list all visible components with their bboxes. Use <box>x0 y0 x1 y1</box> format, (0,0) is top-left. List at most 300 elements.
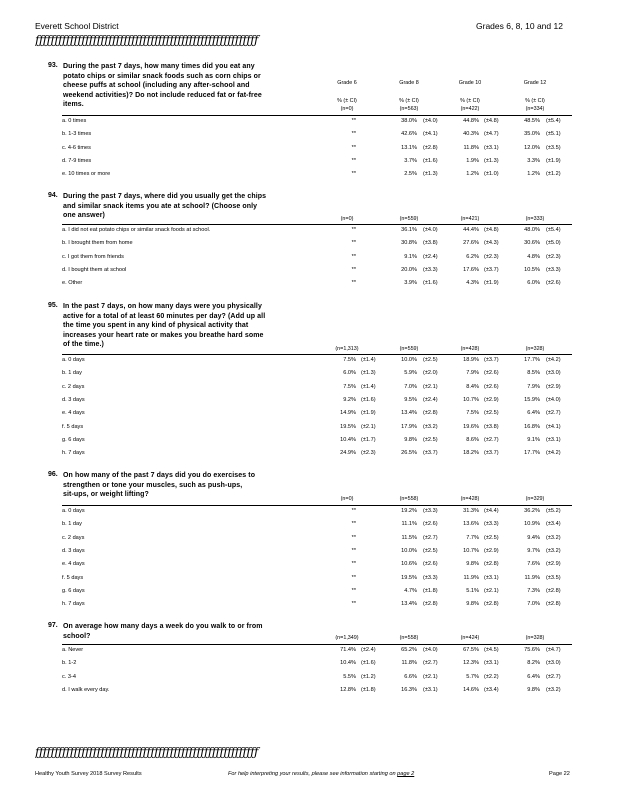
question-line: weekend activities)? Do not include reduced fat or fat-free <box>63 91 262 99</box>
confidence-interval: (±4.8) <box>484 118 499 124</box>
confidence-interval: (±2.8) <box>546 587 561 594</box>
table-row <box>62 685 572 695</box>
table-row <box>62 658 572 668</box>
confidence-interval: (±1.7) <box>361 436 376 443</box>
confidence-interval: (±3.1) <box>484 144 499 151</box>
table-row <box>62 129 572 139</box>
percent-value: 9.2% <box>343 396 356 403</box>
question-line: On how many of the past 7 days did you do exercises to <box>63 472 256 479</box>
confidence-interval: (±3.5) <box>546 144 561 151</box>
sample-size: (n=558) <box>399 635 419 641</box>
percent-value: ** <box>351 280 356 287</box>
response-option: c. 4-6 times <box>62 144 91 151</box>
response-option: c. 2 days <box>62 534 85 541</box>
percent-value: 9.8% <box>466 601 479 608</box>
grade-label: Grade 12 <box>523 80 547 86</box>
confidence-interval: (±2.6) <box>484 383 499 390</box>
table-row <box>62 645 572 655</box>
question-line: potato chips or similar snack foods such as corn chips or <box>63 72 261 80</box>
percent-value: 16.8% <box>524 423 540 430</box>
percent-value: 42.6% <box>401 131 417 138</box>
percent-value: 10.7% <box>463 547 479 554</box>
question-number: 94. <box>48 192 58 199</box>
footer-survey-title: Healthy Youth Survey 2018 Survey Results <box>35 771 142 777</box>
confidence-interval: (±3.7) <box>484 357 499 363</box>
grades-label: Grades 6, 8, 10 and 12 <box>476 21 563 31</box>
percent-value: 17.9% <box>401 423 417 430</box>
confidence-interval: (±1.3) <box>423 171 438 178</box>
confidence-interval: (±2.6) <box>546 280 561 287</box>
confidence-interval: (±3.1) <box>484 660 499 667</box>
confidence-interval: (±3.3) <box>423 266 438 273</box>
percent-value: 48.5% <box>524 118 540 124</box>
percent-value: 11.9% <box>463 574 479 581</box>
percent-value: 8.6% <box>466 436 479 443</box>
district-name: Everett School District <box>35 21 119 31</box>
percent-value: 19.5% <box>340 423 356 430</box>
confidence-interval: (±2.3) <box>546 253 561 260</box>
table-row <box>62 448 572 458</box>
percent-value: 19.6% <box>463 423 479 430</box>
percent-value: 9.1% <box>404 253 417 260</box>
confidence-interval: (±3.3) <box>423 574 438 581</box>
percent-value: ** <box>351 240 356 247</box>
confidence-interval: (±3.7) <box>484 450 499 457</box>
percent-value: 7.0% <box>527 601 540 608</box>
confidence-interval: (±2.7) <box>423 660 438 667</box>
percent-value: 15.9% <box>524 396 540 403</box>
percent-value: 8.2% <box>527 660 540 667</box>
percent-value: 20.0% <box>401 266 417 273</box>
percent-value: 6.0% <box>343 370 356 377</box>
confidence-interval: (±4.8) <box>484 227 499 233</box>
table-row <box>62 265 572 275</box>
confidence-interval: (±2.7) <box>546 410 561 417</box>
confidence-interval: (±1.0) <box>484 171 499 178</box>
percent-value: 1.9% <box>466 157 479 164</box>
percent-value: 1.2% <box>527 171 540 178</box>
confidence-interval: (±3.2) <box>546 534 561 541</box>
confidence-interval: (±1.8) <box>361 686 376 693</box>
percent-value: 7.6% <box>527 561 540 568</box>
confidence-interval: (±1.9) <box>484 280 499 287</box>
table-row <box>62 382 572 392</box>
table-row <box>62 116 572 126</box>
confidence-interval: (±2.6) <box>484 370 499 377</box>
confidence-interval: (±2.8) <box>423 601 438 608</box>
confidence-interval: (±4.4) <box>484 508 499 514</box>
table-row <box>62 435 572 445</box>
confidence-interval: (±2.1) <box>423 673 438 680</box>
response-option: b. 1-3 times <box>62 131 92 138</box>
table-row <box>62 368 572 378</box>
table-row <box>62 395 572 405</box>
percent-value: 3.7% <box>404 157 417 164</box>
percent-value: 7.5% <box>466 410 479 417</box>
question-line: one answer) <box>63 212 105 220</box>
sample-size: (n=559) <box>399 346 419 352</box>
percent-value: 4.3% <box>466 280 479 287</box>
confidence-interval: (±3.1) <box>423 686 438 693</box>
response-option: d. I walk every day. <box>62 686 110 693</box>
confidence-interval: (±3.4) <box>546 521 561 528</box>
confidence-interval: (±2.5) <box>484 410 499 417</box>
percent-value: ** <box>351 171 356 178</box>
percent-value: 48.0% <box>524 227 540 233</box>
percent-value: 16.3% <box>401 686 417 693</box>
percent-value: 10.6% <box>401 561 417 568</box>
question-text <box>63 192 313 221</box>
percent-value: ** <box>351 534 356 541</box>
percent-value: 4.8% <box>527 253 540 260</box>
percent-value: 11.8% <box>463 144 479 151</box>
percent-value: ** <box>351 508 356 514</box>
table-row <box>62 408 572 418</box>
sample-size: (n=421) <box>460 216 480 222</box>
confidence-interval: (±2.7) <box>546 673 561 680</box>
confidence-interval: (±2.8) <box>484 601 499 608</box>
confidence-interval: (±3.0) <box>546 660 561 667</box>
grade-column-header <box>384 80 434 105</box>
percent-value: 11.9% <box>524 574 540 581</box>
question-line: increases your heart rate or makes you breathe hard some <box>63 331 264 339</box>
response-option: d. 7-9 times <box>62 157 92 164</box>
confidence-interval: (±5.0) <box>546 240 561 247</box>
sample-size: (n=1,313) <box>335 346 359 352</box>
confidence-interval: (±4.0) <box>423 647 438 653</box>
confidence-interval: (±3.3) <box>484 521 499 528</box>
sample-size: (n=328) <box>525 346 545 352</box>
response-option: g. 6 days <box>62 587 85 594</box>
confidence-interval: (±2.8) <box>423 144 438 151</box>
sample-size: (n=422) <box>460 106 480 112</box>
percent-value: 9.7% <box>527 547 540 554</box>
footer-help-prefix: For help interpreting your results, please see information starting on <box>228 771 398 777</box>
percent-value: 10.4% <box>340 660 356 667</box>
percent-value: 13.1% <box>401 144 417 151</box>
sample-size: (n=428) <box>460 496 480 502</box>
percent-value: 12.0% <box>524 144 540 151</box>
percent-value: 10.9% <box>524 521 540 528</box>
response-option: e. Other <box>62 280 83 287</box>
percent-value: ** <box>351 547 356 554</box>
confidence-interval: (±4.0) <box>423 227 438 233</box>
confidence-interval: (±1.6) <box>361 660 376 667</box>
table-row <box>62 278 572 288</box>
question-line: and similar snack items you ate at school? (Choose only <box>63 202 258 210</box>
percent-value: 9.8% <box>466 561 479 568</box>
percent-value: 30.6% <box>524 240 540 247</box>
percent-value: 44.4% <box>463 227 479 233</box>
percent-value: 6.0% <box>527 280 540 287</box>
confidence-interval: (±2.6) <box>423 561 438 568</box>
question-line: In the past 7 days, on how many days were you physically <box>63 303 262 310</box>
percent-value: ** <box>351 574 356 581</box>
percent-ci-label: % (± CI) <box>460 97 480 104</box>
percent-value: 30.8% <box>401 240 417 247</box>
percent-value: 65.2% <box>401 647 417 653</box>
confidence-interval: (±2.5) <box>484 534 499 541</box>
confidence-interval: (±4.2) <box>546 450 561 457</box>
confidence-interval: (±2.9) <box>546 383 561 390</box>
question-number: 95. <box>48 302 58 309</box>
percent-value: 7.7% <box>466 534 479 541</box>
confidence-interval: (±2.8) <box>423 410 438 417</box>
confidence-interval: (±2.1) <box>361 423 376 430</box>
percent-value: 9.4% <box>527 534 540 541</box>
percent-value: 5.5% <box>343 673 356 680</box>
percent-ci-label: % (± CI) <box>525 97 545 104</box>
confidence-interval: (±1.9) <box>361 410 376 417</box>
grade-column-header <box>510 80 560 105</box>
sample-size: (n=424) <box>460 635 480 641</box>
percent-value: 13.4% <box>401 410 417 417</box>
percent-value: 24.9% <box>340 450 356 457</box>
question-line: the time you spent in any kind of physical activity that <box>63 322 249 330</box>
confidence-interval: (±1.2) <box>361 673 376 680</box>
percent-value: ** <box>351 601 356 608</box>
table-row <box>62 355 572 365</box>
percent-value: 9.8% <box>527 686 540 693</box>
confidence-interval: (±3.0) <box>546 370 561 377</box>
confidence-interval: (±2.5) <box>423 436 438 443</box>
question-line: sit-ups, or weight lifting? <box>63 491 149 499</box>
percent-value: 7.0% <box>404 383 417 390</box>
percent-value: 19.5% <box>401 574 417 581</box>
confidence-interval: (±3.3) <box>423 508 438 514</box>
percent-value: 12.3% <box>463 660 479 667</box>
response-option: e. 4 days <box>62 410 85 417</box>
response-option: c. I got them from friends <box>62 253 124 260</box>
confidence-interval: (±3.2) <box>423 423 438 430</box>
decorative-rule-top: ƒƒƒƒƒƒƒƒƒƒƒƒƒƒƒƒƒƒƒƒƒƒƒƒƒƒƒƒƒƒƒƒƒƒƒƒƒƒƒƒƒƒƒƒƒƒƒƒƒƒƒƒƒƒƒƒƒƒ <box>35 33 258 47</box>
confidence-interval: (±3.2) <box>546 686 561 693</box>
question-line: active for a total of at least 60 minutes per day? (Add up all <box>63 312 266 320</box>
table-row <box>62 599 572 609</box>
grade-label: Grade 10 <box>458 80 482 86</box>
sample-size: (n=333) <box>525 216 545 222</box>
confidence-interval: (±4.3) <box>484 240 499 247</box>
sample-size: (n=558) <box>399 496 419 502</box>
percent-value: 18.9% <box>463 357 479 363</box>
percent-value: 6.4% <box>527 673 540 680</box>
table-row <box>62 143 572 153</box>
confidence-interval: (±2.5) <box>423 357 438 363</box>
confidence-interval: (±1.8) <box>423 587 438 594</box>
percent-value: 14.9% <box>340 410 356 417</box>
confidence-interval: (±4.0) <box>546 396 561 403</box>
percent-value: 7.9% <box>527 383 540 390</box>
response-option: d. I bought them at school <box>62 266 127 273</box>
confidence-interval: (±4.1) <box>546 423 561 430</box>
confidence-interval: (±5.4) <box>546 227 561 233</box>
percent-value: 10.4% <box>340 436 356 443</box>
table-row <box>62 573 572 583</box>
table-row <box>62 422 572 432</box>
percent-value: 5.7% <box>466 673 479 680</box>
sample-size: (n=0) <box>340 496 354 502</box>
grade-label: Grade 6 <box>337 80 357 86</box>
percent-value: 3.3% <box>527 157 540 164</box>
question-line: school? <box>63 632 91 640</box>
percent-value: 17.7% <box>524 450 540 457</box>
confidence-interval: (±2.0) <box>423 370 438 377</box>
question-text <box>63 302 313 350</box>
percent-value: 5.1% <box>466 587 479 594</box>
confidence-interval: (±4.5) <box>484 647 499 653</box>
percent-ci-label: % (± CI) <box>337 97 357 104</box>
confidence-interval: (±2.8) <box>484 561 499 568</box>
confidence-interval: (±2.1) <box>484 587 499 594</box>
percent-value: 19.2% <box>401 508 417 514</box>
question-number: 97. <box>48 622 58 629</box>
percent-value: 11.1% <box>401 521 417 528</box>
table-row <box>62 533 572 543</box>
percent-value: 10.7% <box>463 396 479 403</box>
confidence-interval: (±4.0) <box>423 118 438 124</box>
confidence-interval: (±1.6) <box>423 280 438 287</box>
confidence-interval: (±3.8) <box>484 423 499 430</box>
confidence-interval: (±2.7) <box>484 436 499 443</box>
confidence-interval: (±3.8) <box>423 240 438 247</box>
response-option: d. 3 days <box>62 396 85 403</box>
sample-size: (n=329) <box>525 496 545 502</box>
percent-value: 13.4% <box>401 601 417 608</box>
footer-page-link[interactable]: page 2 <box>397 771 415 777</box>
confidence-interval: (±1.3) <box>361 370 376 377</box>
confidence-interval: (±2.3) <box>484 253 499 260</box>
sample-size: (n=563) <box>399 106 419 112</box>
confidence-interval: (±1.9) <box>546 157 561 164</box>
table-row <box>62 252 572 262</box>
percent-value: 5.9% <box>404 370 417 377</box>
percent-value: 31.3% <box>463 508 479 514</box>
confidence-interval: (±2.4) <box>361 647 376 653</box>
percent-value: 27.6% <box>463 240 479 247</box>
question-number: 93. <box>48 62 58 69</box>
confidence-interval: (±1.2) <box>546 171 561 178</box>
percent-value: ** <box>351 521 356 528</box>
confidence-interval: (±1.6) <box>361 396 376 403</box>
percent-value: 8.5% <box>527 370 540 377</box>
confidence-interval: (±3.7) <box>484 266 499 273</box>
sample-size: (n=1,349) <box>335 635 359 641</box>
percent-value: 17.7% <box>524 357 540 363</box>
confidence-interval: (±3.1) <box>546 436 561 443</box>
response-option: b. 1 day <box>62 370 82 377</box>
percent-value: 9.8% <box>404 436 417 443</box>
percent-value: 35.0% <box>524 131 540 138</box>
percent-value: 36.2% <box>524 508 540 514</box>
confidence-interval: (±2.7) <box>423 534 438 541</box>
table-row <box>62 506 572 516</box>
percent-value: 7.3% <box>527 587 540 594</box>
percent-value: 6.6% <box>404 673 417 680</box>
percent-value: 7.5% <box>343 357 356 363</box>
sample-size: (n=0) <box>340 106 354 112</box>
table-row <box>62 238 572 248</box>
confidence-interval: (±5.4) <box>546 118 561 124</box>
confidence-interval: (±1.4) <box>361 357 376 363</box>
confidence-interval: (±3.1) <box>484 574 499 581</box>
percent-value: 1.2% <box>466 171 479 178</box>
percent-value: 9.1% <box>527 436 540 443</box>
percent-value: 12.8% <box>340 686 356 693</box>
question-line: During the past 7 days, where did you usually get the chips <box>63 193 267 200</box>
percent-value: 11.8% <box>401 660 417 667</box>
percent-value: ** <box>351 157 356 164</box>
response-option: e. 10 times or more <box>62 171 111 178</box>
percent-value: 44.8% <box>463 118 479 124</box>
confidence-interval: (±2.9) <box>484 396 499 403</box>
table-row <box>62 559 572 569</box>
question-text <box>63 622 313 641</box>
percent-value: 75.6% <box>524 647 540 653</box>
percent-value: 2.5% <box>404 171 417 178</box>
percent-value: ** <box>351 131 356 138</box>
confidence-interval: (±3.3) <box>546 266 561 273</box>
percent-value: 9.5% <box>404 396 417 403</box>
confidence-interval: (±2.3) <box>361 450 376 457</box>
sample-size: (n=559) <box>399 216 419 222</box>
confidence-interval: (±2.8) <box>546 601 561 608</box>
grade-label: Grade 8 <box>399 80 419 86</box>
footer-help-text <box>228 771 414 777</box>
response-option: b. I brought them from home <box>62 240 133 247</box>
percent-value: 6.2% <box>466 253 479 260</box>
percent-ci-label: % (± CI) <box>399 97 419 104</box>
question-line: strengthen or tone your muscles, such as push-ups, <box>63 481 243 489</box>
percent-value: 18.2% <box>463 450 479 457</box>
response-option: b. 1-2 <box>62 660 77 667</box>
confidence-interval: (±1.3) <box>484 157 499 164</box>
sample-size: (n=428) <box>460 346 480 352</box>
percent-value: ** <box>351 253 356 260</box>
response-option: h. 7 days <box>62 601 85 608</box>
confidence-interval: (±5.1) <box>546 131 561 138</box>
percent-value: 10.0% <box>401 547 417 554</box>
sample-size: (n=328) <box>525 635 545 641</box>
table-row <box>62 156 572 166</box>
response-option: b. 1 day <box>62 521 82 528</box>
percent-value: 7.9% <box>466 370 479 377</box>
table-row <box>62 169 572 179</box>
question-number: 96. <box>48 471 58 478</box>
percent-value: 17.6% <box>463 266 479 273</box>
grade-column-header <box>322 80 372 105</box>
sample-size: (n=0) <box>340 216 354 222</box>
response-option: a. 0 days <box>62 357 85 363</box>
percent-value: ** <box>351 266 356 273</box>
percent-value: ** <box>351 561 356 568</box>
response-option: c. 3-4 <box>62 673 76 680</box>
percent-value: 4.7% <box>404 587 417 594</box>
table-row <box>62 672 572 682</box>
confidence-interval: (±1.6) <box>423 157 438 164</box>
confidence-interval: (±2.1) <box>423 383 438 390</box>
confidence-interval: (±4.2) <box>546 357 561 363</box>
confidence-interval: (±3.2) <box>546 547 561 554</box>
percent-value: 11.5% <box>401 534 417 541</box>
response-option: a. I did not eat potato chips or similar snack foods at school. <box>62 227 211 233</box>
confidence-interval: (±2.2) <box>484 673 499 680</box>
sample-size: (n=334) <box>525 106 545 112</box>
percent-value: 36.1% <box>401 227 417 233</box>
percent-value: 6.4% <box>527 410 540 417</box>
percent-value: ** <box>351 144 356 151</box>
question-line: During the past 7 days, how many times did you eat any <box>63 63 255 70</box>
response-option: f. 5 days <box>62 423 84 430</box>
